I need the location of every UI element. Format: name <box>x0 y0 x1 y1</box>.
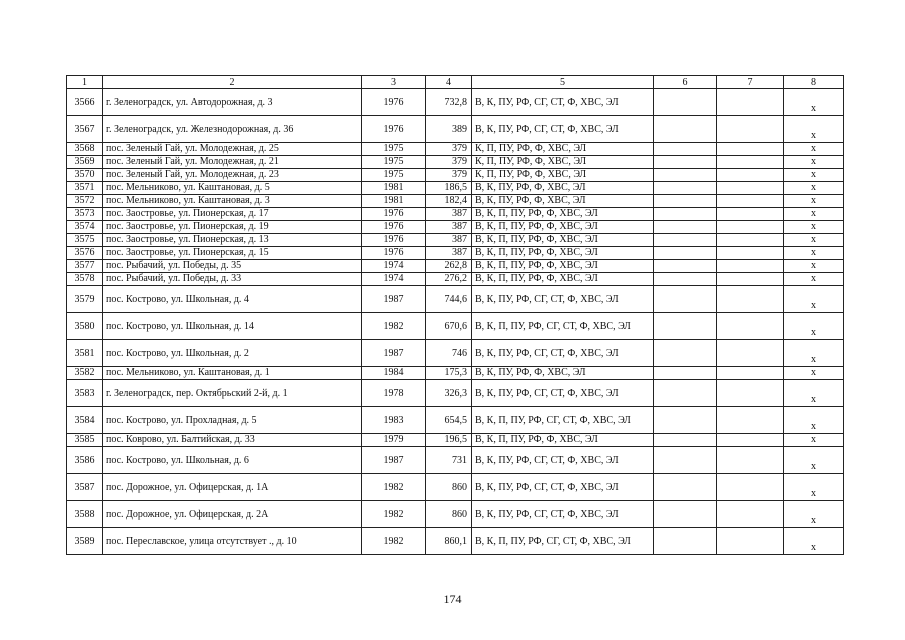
year-cell: 1981 <box>362 182 426 195</box>
year-cell: 1987 <box>362 340 426 367</box>
address-cell: пос. Зеленый Гай, ул. Молодежная, д. 23 <box>103 169 362 182</box>
systems-cell: В, К, П, ПУ, РФ, СГ, СТ, Ф, ХВС, ЭЛ <box>472 528 654 555</box>
year-cell: 1982 <box>362 474 426 501</box>
column-7-cell <box>717 156 784 169</box>
column-7-cell <box>717 286 784 313</box>
year-cell: 1982 <box>362 501 426 528</box>
column-6-cell <box>654 169 717 182</box>
table-row <box>67 380 844 407</box>
address-cell: пос. Заостровье, ул. Пионерская, д. 13 <box>103 234 362 247</box>
systems-cell: К, П, ПУ, РФ, Ф, ХВС, ЭЛ <box>472 143 654 156</box>
area-cell: 186,5 <box>426 182 472 195</box>
table-row <box>67 313 844 340</box>
area-cell: 732,8 <box>426 89 472 116</box>
page-number: 174 <box>443 592 462 606</box>
column-6-cell <box>654 260 717 273</box>
column-7-cell <box>717 221 784 234</box>
row-number: 3577 <box>67 260 103 273</box>
area-cell: 262,8 <box>426 260 472 273</box>
row-number: 3587 <box>67 474 103 501</box>
address-cell: пос. Дорожное, ул. Офицерская, д. 2А <box>103 501 362 528</box>
systems-cell: В, К, П, ПУ, РФ, СГ, СТ, Ф, ХВС, ЭЛ <box>472 313 654 340</box>
column-6-cell <box>654 474 717 501</box>
row-number: 3575 <box>67 234 103 247</box>
column-7-cell <box>717 234 784 247</box>
column-header: 6 <box>654 76 717 89</box>
address-cell: пос. Мельниково, ул. Каштановая, д. 1 <box>103 367 362 380</box>
table-row <box>67 501 844 528</box>
systems-cell: В, К, ПУ, РФ, СГ, СТ, Ф, ХВС, ЭЛ <box>472 286 654 313</box>
table-row <box>67 247 844 260</box>
column-6-cell <box>654 208 717 221</box>
address-cell: пос. Дорожное, ул. Офицерская, д. 1А <box>103 474 362 501</box>
header-row <box>67 76 844 89</box>
systems-cell: В, К, П, ПУ, РФ, Ф, ХВС, ЭЛ <box>472 434 654 447</box>
area-cell: 379 <box>426 169 472 182</box>
row-number: 3570 <box>67 169 103 182</box>
address-cell: пос. Рыбачий, ул. Победы, д. 35 <box>103 260 362 273</box>
address-cell: г. Зеленоградск, ул. Автодорожная, д. 3 <box>103 89 362 116</box>
address-cell: пос. Коврово, ул. Балтийская, д. 33 <box>103 434 362 447</box>
systems-cell: В, К, ПУ, РФ, Ф, ХВС, ЭЛ <box>472 195 654 208</box>
area-cell: 387 <box>426 221 472 234</box>
column-7-cell <box>717 260 784 273</box>
area-cell: 182,4 <box>426 195 472 208</box>
year-cell: 1979 <box>362 434 426 447</box>
mark-cell: х <box>784 221 844 234</box>
year-cell: 1976 <box>362 116 426 143</box>
row-number: 3566 <box>67 89 103 116</box>
systems-cell: В, К, П, ПУ, РФ, СГ, СТ, Ф, ХВС, ЭЛ <box>472 407 654 434</box>
column-6-cell <box>654 234 717 247</box>
column-6-cell <box>654 116 717 143</box>
column-6-cell <box>654 156 717 169</box>
housing-table <box>66 75 844 555</box>
column-6-cell <box>654 380 717 407</box>
area-cell: 387 <box>426 234 472 247</box>
row-number: 3586 <box>67 447 103 474</box>
column-7-cell <box>717 380 784 407</box>
area-cell: 196,5 <box>426 434 472 447</box>
mark-cell: х <box>784 286 844 313</box>
area-cell: 670,6 <box>426 313 472 340</box>
table-row <box>67 407 844 434</box>
mark-cell: х <box>784 143 844 156</box>
mark-cell: х <box>784 156 844 169</box>
column-7-cell <box>717 143 784 156</box>
mark-cell: х <box>784 340 844 367</box>
mark-cell: х <box>784 89 844 116</box>
column-header: 8 <box>784 76 844 89</box>
year-cell: 1974 <box>362 273 426 286</box>
row-number: 3567 <box>67 116 103 143</box>
row-number: 3572 <box>67 195 103 208</box>
systems-cell: В, К, ПУ, РФ, СГ, СТ, Ф, ХВС, ЭЛ <box>472 501 654 528</box>
row-number: 3569 <box>67 156 103 169</box>
address-cell: пос. Кострово, ул. Прохладная, д. 5 <box>103 407 362 434</box>
mark-cell: х <box>784 169 844 182</box>
year-cell: 1975 <box>362 143 426 156</box>
systems-cell: В, К, П, ПУ, РФ, Ф, ХВС, ЭЛ <box>472 234 654 247</box>
area-cell: 387 <box>426 247 472 260</box>
year-cell: 1976 <box>362 221 426 234</box>
systems-cell: В, К, П, ПУ, РФ, Ф, ХВС, ЭЛ <box>472 208 654 221</box>
mark-cell: х <box>784 273 844 286</box>
table-row <box>67 340 844 367</box>
year-cell: 1975 <box>362 169 426 182</box>
address-cell: пос. Кострово, ул. Школьная, д. 6 <box>103 447 362 474</box>
column-7-cell <box>717 313 784 340</box>
area-cell: 731 <box>426 447 472 474</box>
area-cell: 326,3 <box>426 380 472 407</box>
table-row <box>67 260 844 273</box>
column-7-cell <box>717 169 784 182</box>
systems-cell: К, П, ПУ, РФ, Ф, ХВС, ЭЛ <box>472 169 654 182</box>
mark-cell: х <box>784 474 844 501</box>
row-number: 3574 <box>67 221 103 234</box>
column-7-cell <box>717 116 784 143</box>
year-cell: 1976 <box>362 247 426 260</box>
year-cell: 1981 <box>362 195 426 208</box>
mark-cell: х <box>784 116 844 143</box>
table-row <box>67 234 844 247</box>
mark-cell: х <box>784 367 844 380</box>
column-header: 1 <box>67 76 103 89</box>
column-6-cell <box>654 447 717 474</box>
row-number: 3576 <box>67 247 103 260</box>
column-6-cell <box>654 273 717 286</box>
column-6-cell <box>654 182 717 195</box>
address-cell: пос. Заостровье, ул. Пионерская, д. 17 <box>103 208 362 221</box>
mark-cell: х <box>784 195 844 208</box>
column-header: 4 <box>426 76 472 89</box>
systems-cell: В, К, П, ПУ, РФ, Ф, ХВС, ЭЛ <box>472 221 654 234</box>
address-cell: пос. Мельниково, ул. Каштановая, д. 3 <box>103 195 362 208</box>
systems-cell: В, К, ПУ, РФ, СГ, СТ, Ф, ХВС, ЭЛ <box>472 474 654 501</box>
row-number: 3568 <box>67 143 103 156</box>
area-cell: 379 <box>426 143 472 156</box>
year-cell: 1982 <box>362 528 426 555</box>
mark-cell: х <box>784 501 844 528</box>
systems-cell: В, К, ПУ, РФ, СГ, СТ, Ф, ХВС, ЭЛ <box>472 116 654 143</box>
area-cell: 860 <box>426 474 472 501</box>
column-header: 2 <box>103 76 362 89</box>
year-cell: 1974 <box>362 260 426 273</box>
table-row <box>67 367 844 380</box>
year-cell: 1976 <box>362 208 426 221</box>
row-number: 3584 <box>67 407 103 434</box>
column-6-cell <box>654 221 717 234</box>
year-cell: 1987 <box>362 286 426 313</box>
row-number: 3583 <box>67 380 103 407</box>
column-7-cell <box>717 434 784 447</box>
address-cell: пос. Мельниково, ул. Каштановая, д. 5 <box>103 182 362 195</box>
year-cell: 1975 <box>362 156 426 169</box>
column-6-cell <box>654 286 717 313</box>
address-cell: пос. Зеленый Гай, ул. Молодежная, д. 21 <box>103 156 362 169</box>
address-cell: пос. Кострово, ул. Школьная, д. 2 <box>103 340 362 367</box>
column-6-cell <box>654 89 717 116</box>
row-number: 3578 <box>67 273 103 286</box>
area-cell: 860,1 <box>426 528 472 555</box>
table-row <box>67 143 844 156</box>
table-row <box>67 195 844 208</box>
table-row <box>67 208 844 221</box>
area-cell: 744,6 <box>426 286 472 313</box>
systems-cell: В, К, П, ПУ, РФ, Ф, ХВС, ЭЛ <box>472 247 654 260</box>
table-row <box>67 169 844 182</box>
table-row <box>67 89 844 116</box>
row-number: 3580 <box>67 313 103 340</box>
address-cell: пос. Заостровье, ул. Пионерская, д. 19 <box>103 221 362 234</box>
table-row <box>67 286 844 313</box>
systems-cell: В, К, ПУ, РФ, Ф, ХВС, ЭЛ <box>472 367 654 380</box>
address-cell: пос. Переславское, улица отсутствует ., д. 10 <box>103 528 362 555</box>
column-header: 7 <box>717 76 784 89</box>
mark-cell: х <box>784 407 844 434</box>
column-7-cell <box>717 447 784 474</box>
row-number: 3573 <box>67 208 103 221</box>
area-cell: 746 <box>426 340 472 367</box>
column-7-cell <box>717 407 784 434</box>
year-cell: 1987 <box>362 447 426 474</box>
area-cell: 389 <box>426 116 472 143</box>
column-6-cell <box>654 340 717 367</box>
row-number: 3571 <box>67 182 103 195</box>
column-header: 5 <box>472 76 654 89</box>
year-cell: 1984 <box>362 367 426 380</box>
mark-cell: х <box>784 208 844 221</box>
mark-cell: х <box>784 260 844 273</box>
column-6-cell <box>654 407 717 434</box>
systems-cell: В, К, ПУ, РФ, СГ, СТ, Ф, ХВС, ЭЛ <box>472 380 654 407</box>
address-cell: пос. Кострово, ул. Школьная, д. 4 <box>103 286 362 313</box>
area-cell: 860 <box>426 501 472 528</box>
mark-cell: х <box>784 182 844 195</box>
area-cell: 387 <box>426 208 472 221</box>
table-row <box>67 273 844 286</box>
row-number: 3585 <box>67 434 103 447</box>
column-7-cell <box>717 195 784 208</box>
systems-cell: К, П, ПУ, РФ, Ф, ХВС, ЭЛ <box>472 156 654 169</box>
column-7-cell <box>717 182 784 195</box>
column-7-cell <box>717 208 784 221</box>
address-cell: пос. Рыбачий, ул. Победы, д. 33 <box>103 273 362 286</box>
column-header: 3 <box>362 76 426 89</box>
row-number: 3581 <box>67 340 103 367</box>
year-cell: 1978 <box>362 380 426 407</box>
systems-cell: В, К, ПУ, РФ, СГ, СТ, Ф, ХВС, ЭЛ <box>472 447 654 474</box>
area-cell: 175,3 <box>426 367 472 380</box>
column-7-cell <box>717 501 784 528</box>
column-6-cell <box>654 313 717 340</box>
area-cell: 379 <box>426 156 472 169</box>
address-cell: пос. Кострово, ул. Школьная, д. 14 <box>103 313 362 340</box>
area-cell: 276,2 <box>426 273 472 286</box>
systems-cell: В, К, ПУ, РФ, СГ, СТ, Ф, ХВС, ЭЛ <box>472 89 654 116</box>
column-7-cell <box>717 528 784 555</box>
year-cell: 1976 <box>362 234 426 247</box>
address-cell: пос. Заостровье, ул. Пионерская, д. 15 <box>103 247 362 260</box>
mark-cell: х <box>784 434 844 447</box>
column-6-cell <box>654 195 717 208</box>
year-cell: 1976 <box>362 89 426 116</box>
mark-cell: х <box>784 528 844 555</box>
column-6-cell <box>654 367 717 380</box>
column-6-cell <box>654 501 717 528</box>
systems-cell: В, К, П, ПУ, РФ, Ф, ХВС, ЭЛ <box>472 273 654 286</box>
column-6-cell <box>654 143 717 156</box>
row-number: 3589 <box>67 528 103 555</box>
column-6-cell <box>654 528 717 555</box>
mark-cell: х <box>784 313 844 340</box>
table-row <box>67 447 844 474</box>
table-row <box>67 528 844 555</box>
year-cell: 1982 <box>362 313 426 340</box>
mark-cell: х <box>784 380 844 407</box>
year-cell: 1983 <box>362 407 426 434</box>
mark-cell: х <box>784 447 844 474</box>
column-7-cell <box>717 340 784 367</box>
column-7-cell <box>717 474 784 501</box>
mark-cell: х <box>784 234 844 247</box>
systems-cell: В, К, П, ПУ, РФ, Ф, ХВС, ЭЛ <box>472 260 654 273</box>
column-6-cell <box>654 247 717 260</box>
address-cell: пос. Зеленый Гай, ул. Молодежная, д. 25 <box>103 143 362 156</box>
table-row <box>67 434 844 447</box>
mark-cell: х <box>784 247 844 260</box>
column-7-cell <box>717 89 784 116</box>
systems-cell: В, К, ПУ, РФ, СГ, СТ, Ф, ХВС, ЭЛ <box>472 340 654 367</box>
column-6-cell <box>654 434 717 447</box>
table-row <box>67 182 844 195</box>
address-cell: г. Зеленоградск, пер. Октябрьский 2-й, д. 1 <box>103 380 362 407</box>
area-cell: 654,5 <box>426 407 472 434</box>
table-row <box>67 221 844 234</box>
column-7-cell <box>717 247 784 260</box>
row-number: 3582 <box>67 367 103 380</box>
systems-cell: В, К, ПУ, РФ, Ф, ХВС, ЭЛ <box>472 182 654 195</box>
table-row <box>67 156 844 169</box>
row-number: 3588 <box>67 501 103 528</box>
column-7-cell <box>717 367 784 380</box>
address-cell: г. Зеленоградск, ул. Железнодорожная, д. 36 <box>103 116 362 143</box>
row-number: 3579 <box>67 286 103 313</box>
column-7-cell <box>717 273 784 286</box>
table-row <box>67 474 844 501</box>
table-row <box>67 116 844 143</box>
